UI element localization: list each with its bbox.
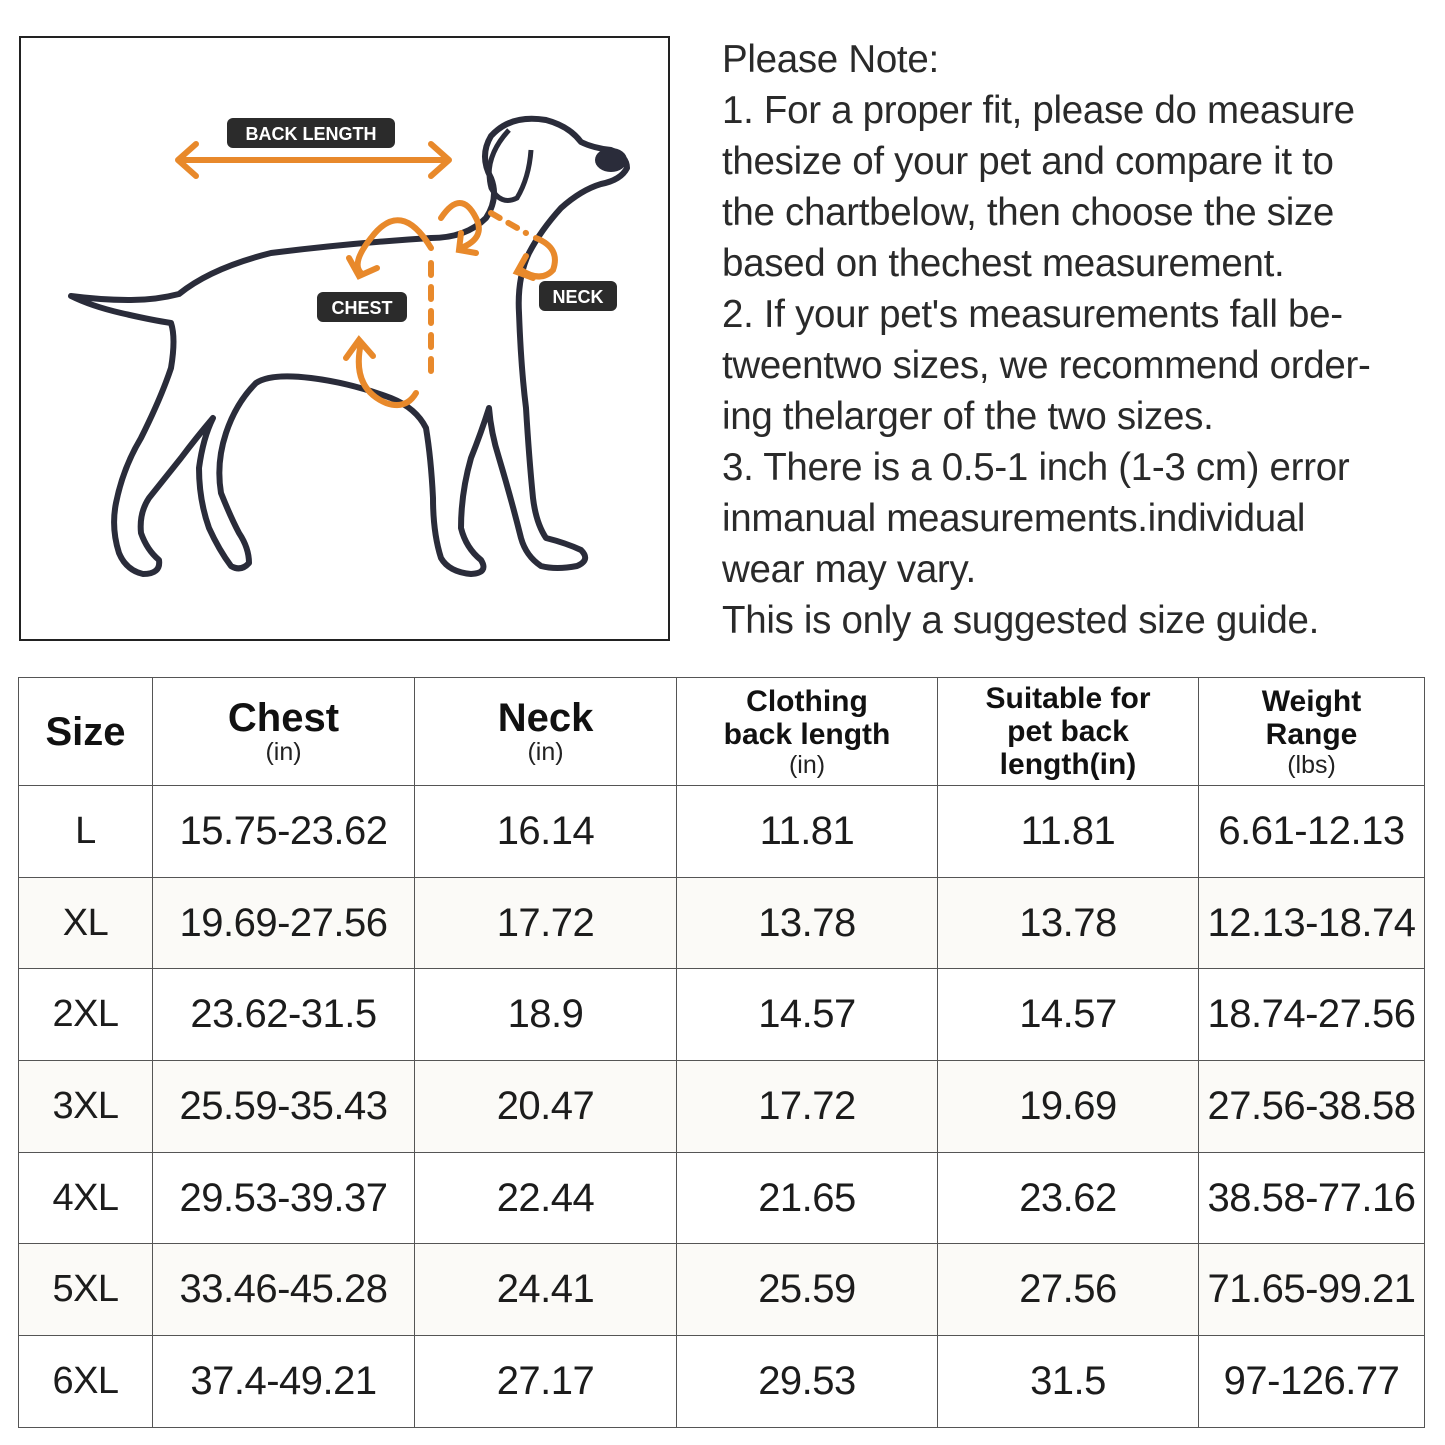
cell-size: 2XL bbox=[19, 969, 153, 1061]
cell-neck: 24.41 bbox=[415, 1244, 677, 1336]
dog-illustration bbox=[21, 38, 672, 643]
cell-suitable-back-length: 11.81 bbox=[938, 786, 1199, 878]
header-suitable-back-length: Suitable for pet back length(in) bbox=[938, 678, 1199, 786]
svg-text:CHEST: CHEST bbox=[331, 298, 393, 318]
dog-measurement-diagram bbox=[19, 36, 670, 641]
back-length-label bbox=[227, 118, 395, 148]
header-clothing-back-length: Clothing back length (in) bbox=[677, 678, 938, 786]
table-row bbox=[19, 1061, 1425, 1153]
cell-clothing-back-length: 13.78 bbox=[677, 877, 938, 969]
cell-clothing-back-length: 25.59 bbox=[677, 1244, 938, 1336]
cell-weight-range: 27.56-38.58 bbox=[1199, 1061, 1425, 1153]
cell-chest: 25.59-35.43 bbox=[153, 1061, 415, 1153]
back-length-arrow bbox=[178, 144, 449, 176]
table-row bbox=[19, 1336, 1425, 1428]
cell-suitable-back-length: 13.78 bbox=[938, 877, 1199, 969]
cell-size: 3XL bbox=[19, 1061, 153, 1153]
cell-suitable-back-length: 14.57 bbox=[938, 969, 1199, 1061]
table-header-row bbox=[19, 678, 1425, 786]
cell-chest: 15.75-23.62 bbox=[153, 786, 415, 878]
header-size: Size bbox=[19, 678, 153, 786]
svg-text:NECK: NECK bbox=[552, 287, 604, 307]
header-chest: Chest (in) bbox=[153, 678, 415, 786]
cell-suitable-back-length: 19.69 bbox=[938, 1061, 1199, 1153]
note-line: based on thechest measurement. bbox=[722, 242, 1285, 285]
cell-chest: 37.4-49.21 bbox=[153, 1336, 415, 1428]
cell-weight-range: 38.58-77.16 bbox=[1199, 1152, 1425, 1244]
cell-weight-range: 12.13-18.74 bbox=[1199, 877, 1425, 969]
size-chart-table bbox=[18, 677, 1425, 1428]
neck-measure-arrow bbox=[441, 203, 555, 278]
cell-clothing-back-length: 14.57 bbox=[677, 969, 938, 1061]
table-row bbox=[19, 1152, 1425, 1244]
cell-clothing-back-length: 11.81 bbox=[677, 786, 938, 878]
cell-suitable-back-length: 31.5 bbox=[938, 1336, 1199, 1428]
note-line: 2. If your pet's measurements fall be- bbox=[722, 293, 1343, 336]
cell-chest: 33.46-45.28 bbox=[153, 1244, 415, 1336]
neck-label bbox=[539, 281, 617, 311]
cell-size: L bbox=[19, 786, 153, 878]
table-row bbox=[19, 969, 1425, 1061]
cell-chest: 29.53-39.37 bbox=[153, 1152, 415, 1244]
table-row bbox=[19, 1244, 1425, 1336]
note-line: inmanual measurements.individual bbox=[722, 497, 1306, 540]
table-row bbox=[19, 786, 1425, 878]
cell-suitable-back-length: 23.62 bbox=[938, 1152, 1199, 1244]
note-heading: Please Note: bbox=[722, 38, 939, 81]
cell-size: 5XL bbox=[19, 1244, 153, 1336]
note-line: wear may vary. bbox=[722, 548, 976, 591]
svg-text:BACK LENGTH: BACK LENGTH bbox=[245, 124, 377, 144]
dog-nose bbox=[595, 148, 627, 172]
cell-neck: 20.47 bbox=[415, 1061, 677, 1153]
cell-neck: 27.17 bbox=[415, 1336, 677, 1428]
cell-neck: 22.44 bbox=[415, 1152, 677, 1244]
note-line: ing thelarger of the two sizes. bbox=[722, 395, 1214, 438]
cell-weight-range: 18.74-27.56 bbox=[1199, 969, 1425, 1061]
cell-chest: 23.62-31.5 bbox=[153, 969, 415, 1061]
cell-clothing-back-length: 17.72 bbox=[677, 1061, 938, 1153]
cell-neck: 17.72 bbox=[415, 877, 677, 969]
cell-size: 4XL bbox=[19, 1152, 153, 1244]
cell-clothing-back-length: 29.53 bbox=[677, 1336, 938, 1428]
cell-size: 6XL bbox=[19, 1336, 153, 1428]
please-note-text bbox=[722, 34, 1427, 646]
header-weight-range: Weight Range (lbs) bbox=[1199, 678, 1425, 786]
table-row bbox=[19, 877, 1425, 969]
dog-outline bbox=[71, 119, 627, 574]
cell-chest: 19.69-27.56 bbox=[153, 877, 415, 969]
note-line: the chartbelow, then choose the size bbox=[722, 191, 1335, 234]
cell-weight-range: 6.61-12.13 bbox=[1199, 786, 1425, 878]
note-line: 1. For a proper fit, please do measure bbox=[722, 89, 1355, 132]
cell-neck: 16.14 bbox=[415, 786, 677, 878]
note-line: 3. There is a 0.5-1 inch (1-3 cm) error bbox=[722, 446, 1350, 489]
cell-size: XL bbox=[19, 877, 153, 969]
cell-weight-range: 71.65-99.21 bbox=[1199, 1244, 1425, 1336]
chest-label bbox=[317, 292, 407, 322]
cell-weight-range: 97-126.77 bbox=[1199, 1336, 1425, 1428]
note-line: tweentwo sizes, we recommend order- bbox=[722, 344, 1371, 387]
cell-neck: 18.9 bbox=[415, 969, 677, 1061]
cell-suitable-back-length: 27.56 bbox=[938, 1244, 1199, 1336]
note-line: thesize of your pet and compare it to bbox=[722, 140, 1334, 183]
note-line: This is only a suggested size guide. bbox=[722, 599, 1319, 642]
cell-clothing-back-length: 21.65 bbox=[677, 1152, 938, 1244]
header-neck: Neck (in) bbox=[415, 678, 677, 786]
